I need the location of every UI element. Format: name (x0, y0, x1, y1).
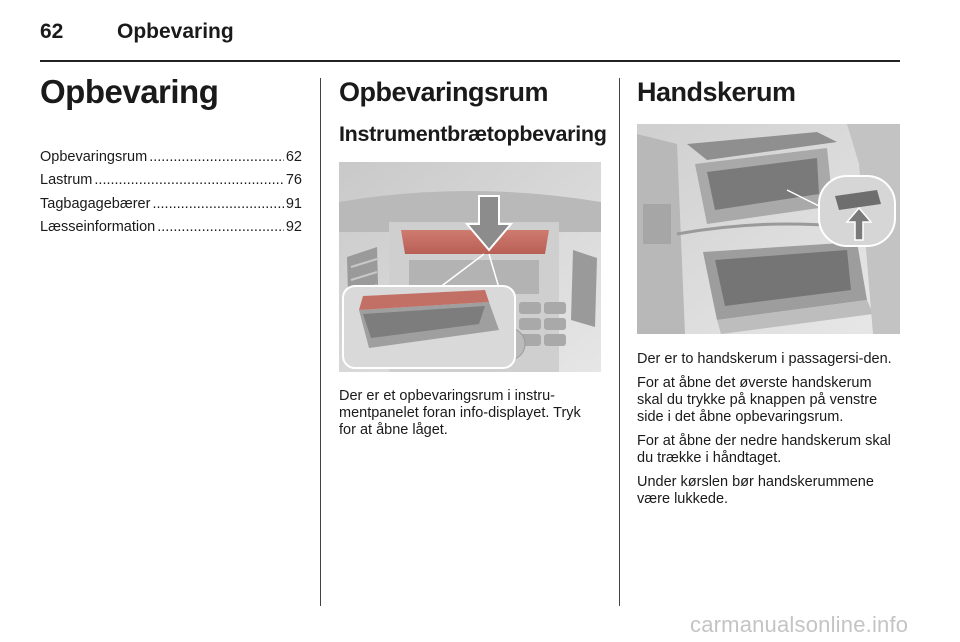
paragraph-instrument-storage: Der er et opbevaringsrum i instru-mentpanelet foran info-displayet. Tryk for at åbne låget. (339, 388, 581, 438)
toc-entry-opbevaringsrum[interactable] (40, 146, 302, 169)
toc-entry-page: 62 (285, 149, 302, 165)
toc-leader-dots (94, 169, 283, 192)
toc-leader-dots (149, 146, 284, 169)
column-divider-1 (320, 78, 321, 606)
instrument-panel-storage-illustration (339, 162, 601, 372)
paragraph-open-upper-glovebox: For at åbne det øverste handskerum skal du trykke på knappen på venstre side i det åbne opbevaringsrum. (637, 375, 878, 425)
paragraph-two-gloveboxes: Der er to handskerum i passagersi-den. (637, 351, 892, 367)
toc-leader-dots (152, 193, 283, 216)
toc-entry-label: Lastrum (40, 172, 93, 189)
page-number: 62 (40, 20, 64, 43)
paragraph-keep-closed: Under kørslen bør handskerummene være lukkede. (637, 474, 874, 507)
toc-entry-laesseinformation[interactable] (40, 216, 302, 239)
chapter-title: Opbevaring (40, 73, 219, 110)
header-divider (40, 60, 900, 62)
column-chapter-overview (40, 72, 302, 239)
column-glovebox (637, 72, 900, 515)
toc-entry-label: Læsseinformation (40, 218, 156, 235)
column-storage-compartment (339, 72, 607, 446)
glovebox-illustration (637, 124, 900, 334)
toc-entry-lastrum[interactable] (40, 169, 302, 192)
toc-entry-page: 91 (285, 195, 302, 212)
toc-entry-page: 76 (285, 172, 302, 189)
running-title: Opbevaring (117, 20, 234, 43)
toc-entry-tagbagagebaerer[interactable] (40, 193, 302, 216)
toc-leader-dots (157, 216, 284, 239)
toc-entry-page: 92 (285, 218, 302, 235)
toc-entry-label: Opbevaringsrum (40, 149, 148, 165)
column-divider-2 (619, 78, 620, 606)
paragraph-open-lower-glovebox: For at åbne der nedre handskerum skal du trække i håndtaget. (637, 433, 891, 466)
section-title-opbevaringsrum: Opbevaringsrum (339, 77, 549, 107)
table-of-contents (40, 146, 302, 239)
section-title-handskerum: Handskerum (637, 77, 796, 107)
watermark-text: carmanualsonline.info (690, 612, 909, 637)
subsection-title-instrumentbraet: Instrumentbrætopbevaring (339, 122, 607, 146)
toc-entry-label: Tagbagagebærer (40, 195, 151, 212)
